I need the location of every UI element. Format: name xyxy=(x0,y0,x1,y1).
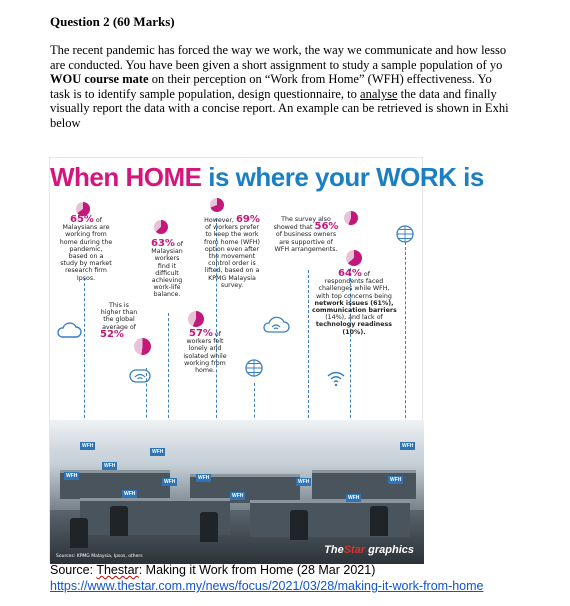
cloud-wifi-icon xyxy=(262,314,290,334)
wfh-tag: WFH xyxy=(198,475,210,481)
source-link[interactable]: https://www.thestar.com.my/news/focus/2021/03/28/making-it-work-from-home xyxy=(50,579,484,593)
para-line-5: visually report the data with a concise report. An example can be retrieved is shown in Exhi xyxy=(50,101,509,116)
stat-65: 65% of Malaysians are working from home during the pandemic, based on a study by market research firm Ipsos. xyxy=(59,214,113,282)
connector-line xyxy=(84,278,85,428)
para-line-3-rest: on their perception on “Work from Home” (WFH) effectiveness. Yo xyxy=(148,72,492,87)
para-line-6: below xyxy=(50,115,81,130)
wfh-tag: WFH xyxy=(232,493,244,499)
cloud-icon xyxy=(56,321,82,339)
pie-63-icon xyxy=(154,220,168,234)
office-chair xyxy=(370,506,388,536)
stat-64: 64% of respondents faced challenges while WFH, with top concerns being network issues (61%), communication barriers (14%), and lack of technology readiness (10%). xyxy=(312,268,397,336)
source-name: Thestar xyxy=(96,563,139,577)
pie-69-icon xyxy=(210,198,224,212)
wfh-infographic xyxy=(49,157,484,563)
stat-56: The survey also showed that 56% of business owners are supportive of WFH arrangements. xyxy=(273,216,339,253)
thestar-graphics-logo: TheStar graphics xyxy=(324,544,414,556)
infographic-title xyxy=(50,162,484,193)
pie-52-icon xyxy=(134,338,151,355)
wfh-tag: WFH xyxy=(104,463,116,469)
para-line-4 xyxy=(50,87,570,102)
para-line-2: are conducted. You have been given a short assignment to study a sample population of yo xyxy=(50,57,503,72)
globe-icon xyxy=(395,224,415,244)
connector-line xyxy=(308,270,309,428)
stat-69: However, 69% of workers prefer to keep the work from home (WFH) option even after the movement control order is lifted, based on a KPMG Malaysia survey. xyxy=(203,214,260,289)
stat-63: 63% of Malaysian workers find it difficult achieving work-life balance. xyxy=(150,238,183,299)
title-work: is where your WORK is xyxy=(201,162,484,192)
title-home: When HOME xyxy=(50,162,202,192)
stat-52: This is higher than the global average of 52% xyxy=(100,302,138,340)
wfh-tag: WFH xyxy=(66,473,78,479)
office-chair xyxy=(110,506,128,536)
wfh-tag: WFH xyxy=(402,443,414,449)
connector-line xyxy=(405,242,406,428)
connector-line xyxy=(168,313,169,428)
para-line-4-c: the data and finally xyxy=(397,86,497,101)
course-mate-bold: WOU course mate xyxy=(50,72,149,87)
wfh-tag: WFH xyxy=(152,449,164,455)
sources-credit: Sources: KPMG Malaysia, Ipsos, others xyxy=(56,554,143,559)
wfh-tag: WFH xyxy=(124,491,136,497)
source-citation xyxy=(50,563,375,577)
office-chair xyxy=(290,510,308,540)
analyse-word: analyse xyxy=(360,86,398,101)
globe-icon xyxy=(244,358,264,378)
wfh-tag: WFH xyxy=(82,443,94,449)
office-photo xyxy=(50,420,424,564)
stat-57: 57% of workers felt lonely and isolated while working from home. xyxy=(183,328,227,375)
wifi-signal-icon xyxy=(326,368,346,388)
wfh-tag: WFH xyxy=(298,479,310,485)
source-prefix: Source: xyxy=(50,563,97,577)
office-chair xyxy=(200,512,218,542)
pie-64-icon xyxy=(346,250,362,266)
office-ceiling xyxy=(50,420,424,450)
wfh-tag: WFH xyxy=(164,479,176,485)
wfh-tag: WFH xyxy=(390,477,402,483)
office-chair xyxy=(70,518,88,548)
wfh-tag: WFH xyxy=(348,495,360,501)
pie-57-icon xyxy=(188,311,204,327)
para-line-3 xyxy=(50,72,570,87)
question-heading: Question 2 (60 Marks) xyxy=(50,14,175,29)
wifi-icon xyxy=(128,367,152,385)
source-suffix: : Making it Work from Home (28 Mar 2021) xyxy=(138,563,376,577)
assignment-paragraph xyxy=(50,43,570,131)
desk xyxy=(312,470,416,499)
para-line-4-a: task is to identify sample population, design questionnaire, to xyxy=(50,86,361,101)
para-line-1: The recent pandemic has forced the way we work, the way we communicate and how lesso xyxy=(50,43,507,57)
pie-56-icon xyxy=(344,211,358,225)
